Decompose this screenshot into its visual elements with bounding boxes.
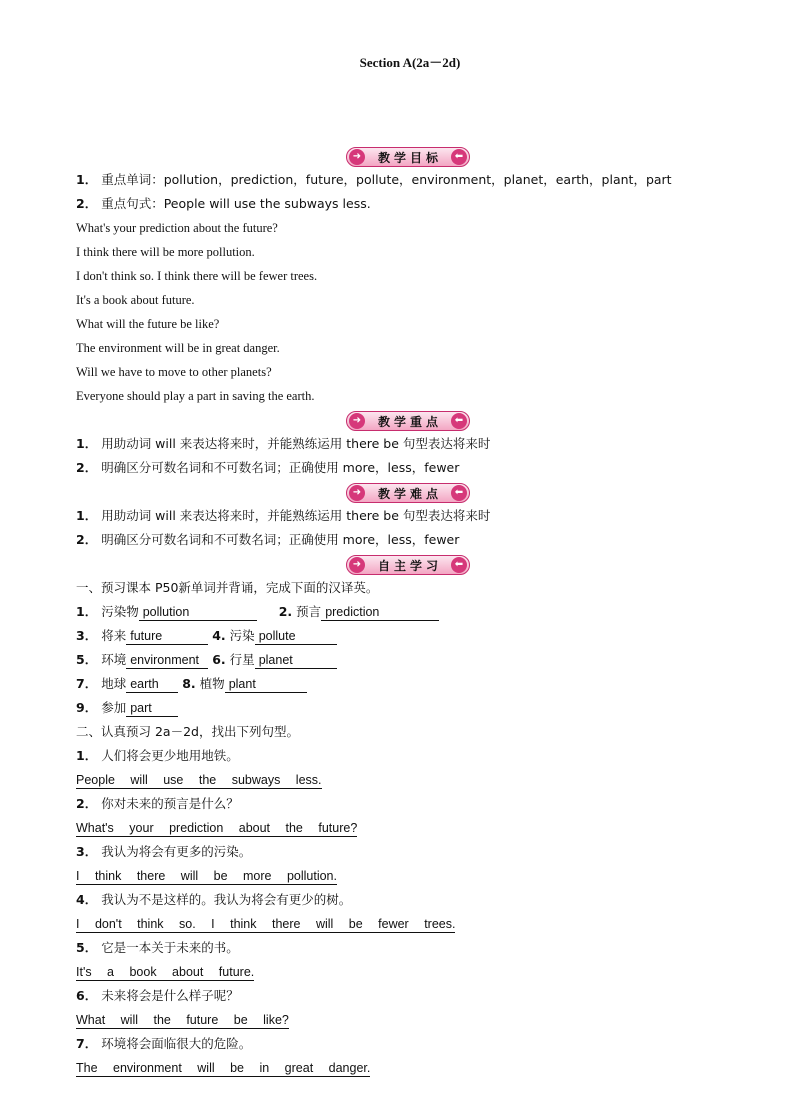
translation-answer: I don't think so. I think there will be fewer trees. bbox=[76, 917, 456, 931]
arrow-left-icon: ⬅ bbox=[451, 485, 467, 501]
translation-answer-line bbox=[76, 915, 756, 939]
vocab-answer: future bbox=[126, 628, 208, 645]
vocab-answer: plant bbox=[225, 676, 307, 693]
part2-heading: 二、认真预习 2a－2d，找出下列句型。 bbox=[76, 724, 299, 739]
banner-label: 教学难点 bbox=[377, 486, 442, 501]
difficulties-banner bbox=[346, 483, 470, 503]
key-sentence: Everyone should play a part in saving the earth. bbox=[76, 389, 315, 403]
translation-answer-line bbox=[76, 963, 756, 987]
key-sentence: It's a book about future. bbox=[76, 293, 195, 307]
vocab-answer: pollute bbox=[255, 628, 337, 645]
page-title: Section A(2a－2d) bbox=[359, 55, 461, 70]
vocab-answer: planet bbox=[255, 652, 337, 669]
arrow-left-icon: ⬅ bbox=[451, 557, 467, 573]
translation-prompt: 6． 未来将会是什么样子呢？ bbox=[76, 988, 239, 1003]
key-point-item: 1． 用助动词 will 来表达将来时，并能熟练运用 there be 句型表达将来时 bbox=[76, 436, 491, 451]
key-sentence: I think there will be more pollution. bbox=[76, 245, 255, 259]
key-points-banner bbox=[346, 411, 470, 431]
vocab-answer: pollution bbox=[139, 604, 257, 621]
arrow-right-icon: ➜ bbox=[349, 149, 365, 165]
vocab-answer: environment bbox=[126, 652, 208, 669]
key-sentence: The environment will be in great danger. bbox=[76, 341, 280, 355]
translation-prompt: 2． 你对未来的预言是什么？ bbox=[76, 796, 239, 811]
translation-answer-line bbox=[76, 819, 756, 843]
translation-answer-line bbox=[76, 1059, 756, 1083]
translation-answer: The environment will be in great danger. bbox=[76, 1061, 371, 1075]
vocab-row: 1． 污染物 pollution 2. 预言 prediction bbox=[76, 603, 756, 627]
banner-label: 自主学习 bbox=[377, 558, 442, 573]
translation-answer-line bbox=[76, 771, 756, 795]
translation-prompt: 1． 人们将会更少地用地铁。 bbox=[76, 748, 239, 763]
key-sentence: Will we have to move to other planets? bbox=[76, 365, 272, 379]
translation-prompt: 5． 它是一本关于未来的书。 bbox=[76, 940, 239, 955]
self-study-banner bbox=[346, 555, 470, 575]
arrow-left-icon: ⬅ bbox=[451, 149, 467, 165]
part1-heading: 一、预习课本 P50新单词并背诵，完成下面的汉译英。 bbox=[76, 580, 379, 595]
translation-answer-line bbox=[76, 867, 756, 891]
vocab-answer: earth bbox=[126, 676, 178, 693]
self-study-banner-row bbox=[76, 555, 756, 579]
vocab-answer: part bbox=[126, 700, 178, 717]
worksheet-content bbox=[76, 147, 756, 1083]
translation-answer: What will the future be like? bbox=[76, 1013, 289, 1027]
difficulties-banner-row bbox=[76, 483, 756, 507]
translation-answer: People will use the subways less. bbox=[76, 773, 322, 787]
difficulty-item: 1． 用助动词 will 来表达将来时，并能熟练运用 there be 句型表达将来时 bbox=[76, 508, 491, 523]
objective-item: 2． 重点句式：People will use the subways less. bbox=[76, 196, 371, 211]
difficulty-item: 2． 明确区分可数名词和不可数名词；正确使用 more，less，fewer bbox=[76, 532, 460, 547]
banner-label: 教学目标 bbox=[377, 150, 442, 165]
key-sentence: I don't think so. I think there will be fewer trees. bbox=[76, 269, 318, 283]
arrow-right-icon: ➜ bbox=[349, 557, 365, 573]
arrow-right-icon: ➜ bbox=[349, 413, 365, 429]
arrow-right-icon: ➜ bbox=[349, 485, 365, 501]
translation-answer-line bbox=[76, 1011, 756, 1035]
vocab-answer: prediction bbox=[321, 604, 439, 621]
key-sentence: What will the future be like? bbox=[76, 317, 220, 331]
key-point-item: 2． 明确区分可数名词和不可数名词；正确使用 more，less，fewer bbox=[76, 460, 460, 475]
vocab-row: 9． 参加 part bbox=[76, 699, 756, 723]
banner-label: 教学重点 bbox=[377, 414, 442, 429]
key-points-banner-row bbox=[76, 411, 756, 435]
translation-prompt: 3． 我认为将会有更多的污染。 bbox=[76, 844, 252, 859]
translation-answer: It's a book about future. bbox=[76, 965, 255, 979]
translation-answer: I think there will be more pollution. bbox=[76, 869, 337, 883]
arrow-left-icon: ⬅ bbox=[451, 413, 467, 429]
objective-item: 1． 重点单词：pollution，prediction，future，pollute，environment，planet，earth，plant，part bbox=[76, 172, 672, 187]
vocab-row: 7． 地球 earth 8. 植物 plant bbox=[76, 675, 756, 699]
vocab-row: 5． 环境 environment 6. 行星 planet bbox=[76, 651, 756, 675]
objectives-banner-row bbox=[76, 147, 756, 171]
translation-prompt: 7． 环境将会面临很大的危险。 bbox=[76, 1036, 252, 1051]
translation-answer: What's your prediction about the future? bbox=[76, 821, 358, 835]
key-sentence: What's your prediction about the future? bbox=[76, 221, 278, 235]
translation-prompt: 4． 我认为不是这样的。我认为将会有更少的树。 bbox=[76, 892, 352, 907]
objectives-banner bbox=[346, 147, 470, 167]
vocab-row: 3． 将来 future 4. 污染 pollute bbox=[76, 627, 756, 651]
